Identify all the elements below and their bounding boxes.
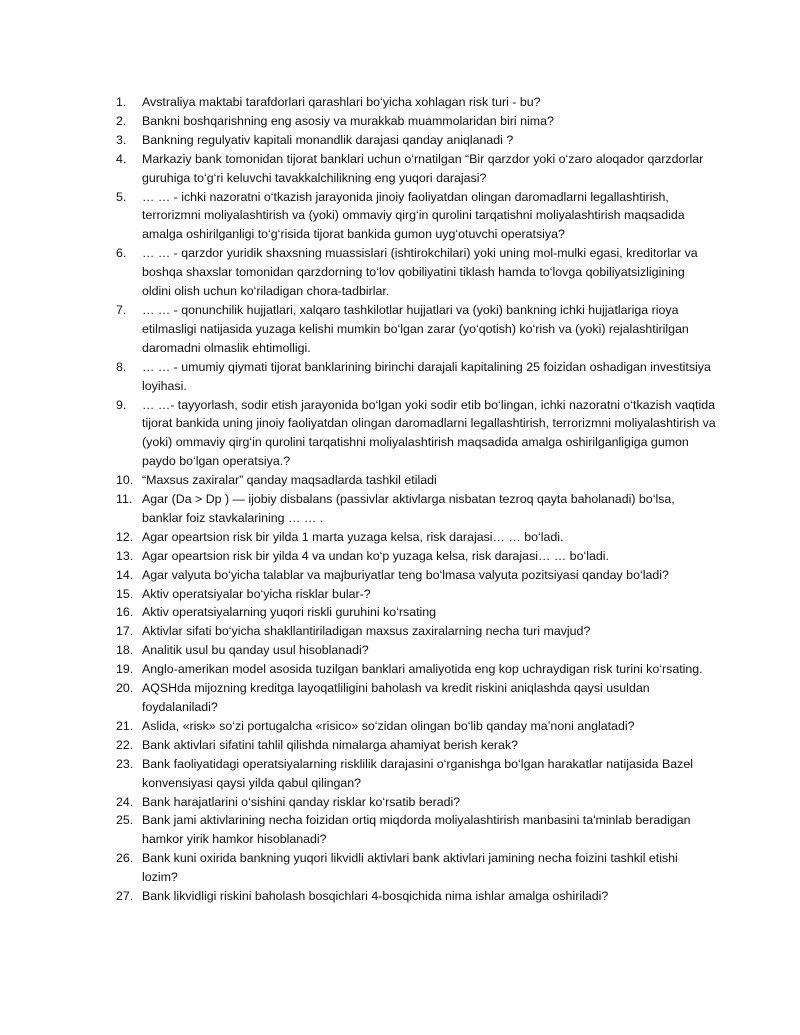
question-text: … … - qonunchilik hujjatlari, xalqaro tashkilotlar hujjatlari va (yoki) bankning ichki hujjatlariga rioya etilmasligi natijasida yuzaga kelishi mumkin bo‘lgan zarar (yo‘qotish) ko‘rish va (yoki) rejalashtirilgan daromadni olmaslik ehtimolligi. bbox=[142, 302, 689, 355]
question-item bbox=[116, 528, 716, 547]
question-number: 5. bbox=[116, 189, 127, 204]
question-text: Agar (Da > Dp ) — ijobiy disbalans (passivlar aktivlarga nisbatan tezroq qayta baholanadi) bo‘lsa, banklar foiz stavkalarining … … . bbox=[142, 492, 675, 525]
question-text: Bank faoliyatidagi operatsiyalarning risklilik darajasini o‘rganishga bo‘lgan harakatlar natijasida Bazel konvensiyasi qaysi yilda qabul qilingan? bbox=[142, 756, 694, 790]
question-item bbox=[116, 188, 716, 245]
question-number: 22. bbox=[116, 737, 134, 752]
question-text: Bankning regulyativ kapitali monandlik darajasi qanday aniqlanadi ? bbox=[142, 132, 514, 147]
question-number: 13. bbox=[116, 548, 134, 563]
question-text: Aktiv operatsiyalar bo‘yicha risklar bular-? bbox=[142, 586, 371, 601]
question-item bbox=[116, 887, 716, 906]
question-number: 23. bbox=[116, 756, 134, 771]
question-text: Bank likvidligi riskini baholash bosqichlari 4-bosqichida nima ishlar amalga oshiriladi? bbox=[142, 889, 609, 904]
question-number: 10. bbox=[116, 473, 134, 488]
question-number: 8. bbox=[116, 359, 127, 374]
question-item bbox=[116, 566, 716, 585]
question-item bbox=[116, 660, 716, 679]
question-text: Agar opeartsion risk bir yilda 1 marta yuzaga kelsa, risk darajasi… … bo‘ladi. bbox=[142, 529, 564, 544]
question-item bbox=[116, 811, 716, 849]
question-text: Bank jami aktivlarining necha foizidan ortiq miqdorda moliyalashtirish manbasini ta'minlab beradigan hamkor yirik hamkor hisoblanadi? bbox=[142, 813, 691, 847]
question-number: 16. bbox=[116, 605, 134, 620]
question-text: Agar opeartsion risk bir yilda 4 va undan ko‘p yuzaga kelsa, risk darajasi… … bo‘ladi. bbox=[142, 548, 609, 563]
question-number: 15. bbox=[116, 586, 134, 601]
question-text: … … - qarzdor yuridik shaxsning muassislari (ishtirokchilari) yoki uning mol-mulki egasi, kreditorlar va boshqa shaxslar tomonidan qarzdorning to‘lov qobiliyatini tiklash hamda to‘lovga qobiliyatsizligining oldini olish uchun ko‘riladigan chora-tadbirlar. bbox=[142, 246, 698, 299]
question-item bbox=[116, 244, 716, 301]
question-text: “Maxsus zaxiralar” qanday maqsadlarda tashkil etiladi bbox=[142, 473, 437, 488]
question-item bbox=[116, 736, 716, 755]
question-number: 4. bbox=[116, 151, 127, 166]
question-number: 3. bbox=[116, 132, 127, 147]
question-number: 12. bbox=[116, 529, 134, 544]
question-text: … … - umumiy qiymati tijorat banklarining birinchi darajali kapitalining 25 foizidan oshadigan investitsiya loyihasi. bbox=[142, 359, 711, 393]
question-text: Aslida, «risk» so‘zi portugalcha «risico» so‘zidan olingan bo‘lib qanday ma’noni anglatadi? bbox=[142, 718, 635, 733]
question-list bbox=[116, 93, 716, 906]
question-text: … … - ichki nazoratni o‘tkazish jarayonida jinoiy faoliyatdan olingan daromadlarni legallashtirish, terrorizmni moliyalashtirish va (yoki) ommaviy qirg‘in qurolini tarqatishni moliyalashtirish maqsadida amalga oshirilganligi to‘g‘risida tijorat bankida gumon uyg‘otuvchi operatsiya? bbox=[142, 189, 685, 242]
question-text: Aktiv operatsiyalarning yuqori riskli guruhini ko‘rsating bbox=[142, 605, 437, 620]
question-item bbox=[116, 717, 716, 736]
question-number: 21. bbox=[116, 718, 134, 733]
question-number: 24. bbox=[116, 794, 134, 809]
question-number: 19. bbox=[116, 662, 134, 677]
question-item bbox=[116, 112, 716, 131]
question-text: Bank aktivlari sifatini tahlil qilishda nimalarga ahamiyat berish kerak? bbox=[142, 737, 519, 752]
question-text: Anglo-amerikan model asosida tuzilgan banklari amaliyotida eng kop uchraydigan risk turini ko‘rsating. bbox=[142, 662, 703, 677]
question-number: 18. bbox=[116, 643, 134, 658]
question-item bbox=[116, 301, 716, 358]
question-item bbox=[116, 490, 716, 528]
question-number: 17. bbox=[116, 624, 134, 639]
question-number: 11. bbox=[116, 492, 133, 507]
question-number: 20. bbox=[116, 681, 134, 696]
question-text: Analitik usul bu qanday usul hisoblanadi? bbox=[142, 643, 369, 658]
question-item bbox=[116, 131, 716, 150]
question-text: Markaziy bank tomonidan tijorat banklari uchun o‘rnatilgan “Bir qarzdor yoki o‘zaro aloqador qarzdorlar guruhiga to‘g‘ri keluvchi tavakkalchilikning eng yuqori darajasi? bbox=[142, 151, 704, 185]
question-text: … …- tayyorlash, sodir etish jarayonida bo‘lgan yoki sodir etib bo‘lingan, ichki nazoratni o‘tkazish vaqtida tijorat bankida uning jinoiy faoliyatdan olingan daromadlarni legallashtirish, terrorizmni moliyalashtirish va (yoki) ommaviy qirg‘in qurolini tarqatishni moliyalashtirish maqsadida amalga oshirilganligiga gumon paydo bo‘lgan operatsiya.? bbox=[142, 397, 716, 469]
question-item bbox=[116, 358, 716, 396]
question-item bbox=[116, 547, 716, 566]
question-number: 9. bbox=[116, 397, 127, 412]
question-number: 7. bbox=[116, 302, 127, 317]
question-number: 6. bbox=[116, 246, 127, 261]
question-item bbox=[116, 93, 716, 112]
question-item bbox=[116, 679, 716, 717]
question-item bbox=[116, 471, 716, 490]
question-number: 2. bbox=[116, 113, 127, 128]
question-item bbox=[116, 585, 716, 604]
question-number: 14. bbox=[116, 567, 134, 582]
question-number: 25. bbox=[116, 813, 134, 828]
question-text: AQSHda mijozning kreditga layoqatliligini baholash va kredit riskini aniqlashda qaysi usuldan foydalaniladi? bbox=[142, 681, 650, 714]
question-item bbox=[116, 849, 716, 887]
question-text: Agar valyuta bo‘yicha talablar va majburiyatlar teng bo‘lmasa valyuta pozitsiyasi qanday bo‘ladi? bbox=[142, 567, 669, 582]
question-number: 27. bbox=[116, 889, 134, 904]
question-text: Aktivlar sifati bo‘yicha shakllantiriladigan maxsus zaxiralarning necha turi mavjud? bbox=[142, 624, 591, 639]
question-text: Bank kuni oxirida bankning yuqori likvidli aktivlari bank aktivlari jamining necha foizini tashkil etishi lozim? bbox=[142, 851, 678, 885]
question-item bbox=[116, 641, 716, 660]
question-item bbox=[116, 793, 716, 812]
question-item bbox=[116, 150, 716, 188]
question-text: Bank harajatlarini o‘sishini qanday risklar ko‘rsatib beradi? bbox=[142, 794, 461, 809]
question-text: Avstraliya maktabi tarafdorlari qarashlari bo‘yicha xohlagan risk turi - bu? bbox=[142, 95, 541, 109]
question-number: 1. bbox=[116, 95, 127, 109]
question-text: Bankni boshqarishning eng asosiy va murakkab muammolaridan biri nima? bbox=[142, 113, 554, 128]
question-number: 26. bbox=[116, 851, 134, 866]
question-item bbox=[116, 603, 716, 622]
question-item bbox=[116, 396, 716, 472]
question-item bbox=[116, 755, 716, 793]
question-item bbox=[116, 622, 716, 641]
